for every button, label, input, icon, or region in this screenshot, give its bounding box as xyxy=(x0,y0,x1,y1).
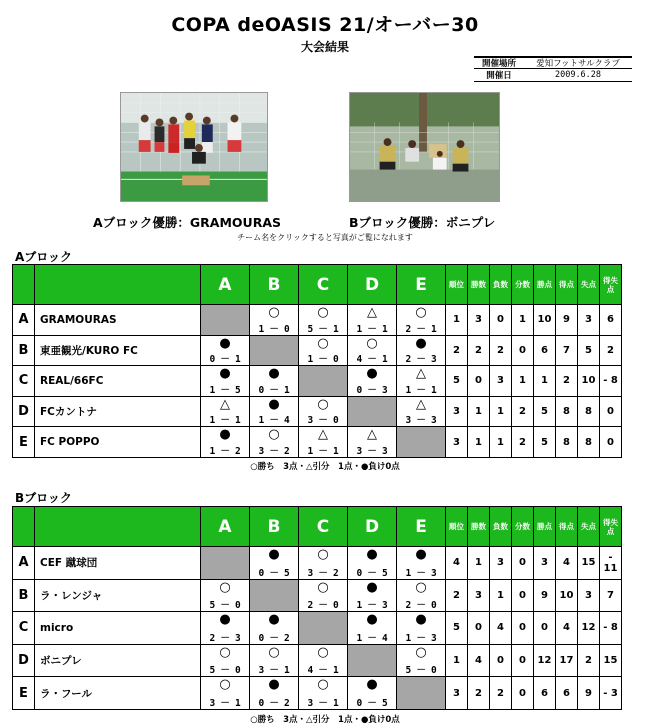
row-letter: E xyxy=(13,677,35,710)
result-symbol: △ xyxy=(367,305,377,320)
page-title: COPA deOASIS 21/オーバー30 xyxy=(171,14,479,36)
stat-value: 0 xyxy=(490,305,512,336)
stat-value: 12 xyxy=(578,612,600,645)
match-result-cell xyxy=(201,644,250,677)
result-symbol: ○ xyxy=(415,644,427,660)
stat-value: 2 xyxy=(468,335,490,366)
match-result-cell xyxy=(250,427,299,458)
stat-value: 1 xyxy=(446,644,468,677)
venue-label: 開催場所 xyxy=(481,59,516,69)
stat-value: 3 xyxy=(490,366,512,397)
stat-value: - 11 xyxy=(600,547,622,580)
match-score: 1 － 4 xyxy=(356,632,388,644)
stat-header: 得失点 xyxy=(600,265,622,305)
result-symbol: ○ xyxy=(317,335,329,351)
result-symbol: ○ xyxy=(317,396,329,412)
stat-value: 4 xyxy=(490,612,512,645)
stat-value: 3 xyxy=(490,547,512,580)
stat-value: 0 xyxy=(600,427,622,458)
self-match-cell xyxy=(348,396,397,427)
stat-value: 2 xyxy=(490,677,512,710)
stat-value: 9 xyxy=(534,579,556,612)
match-result-cell xyxy=(397,305,446,336)
row-letter: D xyxy=(13,644,35,677)
match-score: 0 － 1 xyxy=(258,384,290,396)
table-row xyxy=(13,677,622,710)
result-symbol: ○ xyxy=(415,305,427,320)
column-header-d: D xyxy=(348,507,397,547)
result-symbol: ● xyxy=(268,547,280,562)
match-result-cell xyxy=(397,396,446,427)
stat-value: 7 xyxy=(600,579,622,612)
column-header-d: D xyxy=(348,265,397,305)
stat-value: 0 xyxy=(468,366,490,397)
stat-value: 1 xyxy=(512,305,534,336)
match-result-cell xyxy=(201,612,250,645)
self-match-cell xyxy=(201,305,250,336)
stat-value: 6 xyxy=(600,305,622,336)
self-match-cell xyxy=(201,547,250,580)
match-score: 3 － 3 xyxy=(405,415,437,427)
result-symbol: ○ xyxy=(317,547,329,562)
table-row xyxy=(13,427,622,458)
table-row xyxy=(13,579,622,612)
row-letter: B xyxy=(13,335,35,366)
match-result-cell xyxy=(299,677,348,710)
match-result-cell xyxy=(250,547,299,580)
stat-header: 得点 xyxy=(556,265,578,305)
stat-value: 5 xyxy=(534,396,556,427)
result-symbol: ● xyxy=(219,335,231,351)
match-score: 0 － 5 xyxy=(356,567,388,579)
stat-value: 0 xyxy=(512,612,534,645)
stat-value: 6 xyxy=(534,677,556,710)
block-a-label: Aブロック xyxy=(15,250,73,264)
stat-value: 3 xyxy=(578,305,600,336)
stat-value: 12 xyxy=(534,644,556,677)
team-name-link[interactable]: ラ・フール xyxy=(35,677,201,710)
match-score: 1 － 3 xyxy=(356,600,388,612)
header-team-column xyxy=(35,507,201,547)
stat-value: 8 xyxy=(556,427,578,458)
match-result-cell xyxy=(201,366,250,397)
match-result-cell xyxy=(299,579,348,612)
match-score: 1 － 0 xyxy=(307,354,339,366)
table-row xyxy=(13,644,622,677)
winner-block-a: Aブロック優勝：GRAMOURAS xyxy=(93,215,282,230)
match-result-cell xyxy=(348,305,397,336)
match-score: 5 － 0 xyxy=(209,600,241,612)
stat-value: 9 xyxy=(578,677,600,710)
column-header-b: B xyxy=(250,265,299,305)
match-score: 5 － 0 xyxy=(405,665,437,677)
match-result-cell xyxy=(348,427,397,458)
match-result-cell xyxy=(348,677,397,710)
stat-value: - 8 xyxy=(600,612,622,645)
match-score: 1 － 5 xyxy=(209,384,241,396)
stat-value: 1 xyxy=(490,579,512,612)
match-result-cell xyxy=(397,612,446,645)
stat-value: 0 xyxy=(512,579,534,612)
stat-value: 0 xyxy=(512,644,534,677)
stat-value: 4 xyxy=(446,547,468,580)
stat-value: 8 xyxy=(556,396,578,427)
result-symbol: ● xyxy=(366,579,378,595)
result-symbol: △ xyxy=(220,396,230,412)
stat-value: 2 xyxy=(600,335,622,366)
stat-value: 10 xyxy=(534,305,556,336)
match-score: 2 － 0 xyxy=(307,600,339,612)
match-result-cell xyxy=(397,644,446,677)
match-result-cell xyxy=(201,579,250,612)
stat-value: 2 xyxy=(512,427,534,458)
block-b-label: Bブロック xyxy=(15,491,72,505)
stat-value: - 3 xyxy=(600,677,622,710)
stat-header: 順位 xyxy=(446,507,468,547)
row-letter: D xyxy=(13,396,35,427)
self-match-cell xyxy=(250,579,299,612)
stat-value: 17 xyxy=(556,644,578,677)
stat-value: 5 xyxy=(534,427,556,458)
result-symbol: ● xyxy=(415,547,427,562)
column-header-a: A xyxy=(201,507,250,547)
team-name-link[interactable]: CEF 蹴球団 xyxy=(35,547,201,580)
row-letter: A xyxy=(13,305,35,336)
result-symbol: ○ xyxy=(219,579,231,595)
self-match-cell xyxy=(299,612,348,645)
stat-value: 6 xyxy=(534,335,556,366)
match-score: 0 － 1 xyxy=(209,354,241,366)
stat-value: 3 xyxy=(446,677,468,710)
header-corner xyxy=(13,265,35,305)
match-score: 2 － 3 xyxy=(209,632,241,644)
stat-value: 2 xyxy=(556,366,578,397)
match-score: 3 － 3 xyxy=(356,445,388,457)
result-symbol: △ xyxy=(416,396,426,412)
row-letter: B xyxy=(13,579,35,612)
result-symbol: △ xyxy=(416,366,426,382)
stat-value: 0 xyxy=(534,612,556,645)
stat-value: 3 xyxy=(446,396,468,427)
page-subtitle: 大会結果 xyxy=(300,40,349,54)
match-result-cell xyxy=(348,547,397,580)
result-symbol: ○ xyxy=(366,335,378,351)
stat-value: 0 xyxy=(512,547,534,580)
stat-value: 7 xyxy=(556,335,578,366)
stat-value: 0 xyxy=(512,335,534,366)
result-symbol: ● xyxy=(219,366,231,382)
match-result-cell xyxy=(397,547,446,580)
match-result-cell xyxy=(348,579,397,612)
match-score: 2 － 3 xyxy=(405,354,437,366)
stat-value: 5 xyxy=(446,612,468,645)
date-value: 2009.6.28 xyxy=(554,70,602,80)
match-score: 1 － 1 xyxy=(356,323,388,335)
header-team-column xyxy=(35,265,201,305)
match-score: 0 － 2 xyxy=(258,697,290,709)
match-score: 0 － 5 xyxy=(356,697,388,709)
stat-value: 1 xyxy=(534,366,556,397)
result-symbol: ○ xyxy=(268,427,280,443)
stat-value: 3 xyxy=(534,547,556,580)
stat-header: 分数 xyxy=(512,265,534,305)
match-result-cell xyxy=(250,644,299,677)
stat-value: 4 xyxy=(556,547,578,580)
column-header-e: E xyxy=(397,265,446,305)
match-score: 3 － 2 xyxy=(258,445,290,457)
column-header-e: E xyxy=(397,507,446,547)
match-score: 2 － 0 xyxy=(405,600,437,612)
match-score: 1 － 0 xyxy=(258,323,290,335)
column-header-b: B xyxy=(250,507,299,547)
result-symbol: ○ xyxy=(268,305,280,320)
match-score: 0 － 5 xyxy=(258,567,290,579)
stat-value: 15 xyxy=(600,644,622,677)
stat-header: 順位 xyxy=(446,265,468,305)
match-result-cell xyxy=(250,396,299,427)
stat-value: 8 xyxy=(578,396,600,427)
match-result-cell xyxy=(250,366,299,397)
stat-value: 3 xyxy=(578,579,600,612)
match-score: 3 － 2 xyxy=(307,567,339,579)
result-symbol: ○ xyxy=(415,579,427,595)
match-score: 1 － 1 xyxy=(209,415,241,427)
stat-header: 勝数 xyxy=(468,265,490,305)
self-match-cell xyxy=(397,677,446,710)
stat-header: 失点 xyxy=(578,507,600,547)
team-name-link[interactable]: REAL/66FC xyxy=(35,366,201,397)
match-score: 0 － 3 xyxy=(356,384,388,396)
result-symbol: ● xyxy=(268,396,280,412)
team-name-link[interactable]: ラ・レンジャ xyxy=(35,579,201,612)
result-symbol: ○ xyxy=(268,644,280,660)
stat-value: 10 xyxy=(556,579,578,612)
stat-value: 6 xyxy=(556,677,578,710)
match-score: 1 － 2 xyxy=(209,445,241,457)
stat-value: 3 xyxy=(468,579,490,612)
stat-value: 1 xyxy=(468,396,490,427)
self-match-cell xyxy=(348,644,397,677)
table-row xyxy=(13,335,622,366)
stat-value: 0 xyxy=(490,644,512,677)
stat-value: 0 xyxy=(468,612,490,645)
match-score: 1 － 4 xyxy=(258,415,290,427)
match-score: 4 － 1 xyxy=(356,354,388,366)
match-result-cell xyxy=(250,612,299,645)
table-row xyxy=(13,612,622,645)
result-symbol: △ xyxy=(318,427,328,443)
result-symbol: ● xyxy=(415,612,427,628)
stat-header: 分数 xyxy=(512,507,534,547)
match-result-cell xyxy=(397,366,446,397)
result-symbol: ● xyxy=(268,366,280,382)
team-photo-block-a[interactable] xyxy=(120,92,268,202)
team-name-link[interactable]: micro xyxy=(35,612,201,645)
column-header-a: A xyxy=(201,265,250,305)
match-score: 1 － 1 xyxy=(405,384,437,396)
match-result-cell xyxy=(397,579,446,612)
match-score: 0 － 2 xyxy=(258,632,290,644)
row-letter: C xyxy=(13,612,35,645)
stat-value: 1 xyxy=(490,396,512,427)
stat-value: 2 xyxy=(446,335,468,366)
stat-value: 15 xyxy=(578,547,600,580)
match-result-cell xyxy=(201,427,250,458)
stat-value: 5 xyxy=(578,335,600,366)
stat-value: 2 xyxy=(446,579,468,612)
match-score: 3 － 0 xyxy=(307,415,339,427)
stat-header: 勝数 xyxy=(468,507,490,547)
match-score: 1 － 1 xyxy=(307,445,339,457)
stat-header: 負数 xyxy=(490,507,512,547)
block-b-legend: ○勝ち 3点・△引分 1点・●負け0点 xyxy=(250,715,400,725)
match-result-cell xyxy=(201,335,250,366)
self-match-cell xyxy=(299,366,348,397)
stat-value: 2 xyxy=(578,644,600,677)
match-score: 4 － 1 xyxy=(307,665,339,677)
team-name-link[interactable]: ボニプレ xyxy=(35,644,201,677)
match-score: 1 － 3 xyxy=(405,632,437,644)
stat-value: 1 xyxy=(468,427,490,458)
stat-header: 負数 xyxy=(490,265,512,305)
result-symbol: ○ xyxy=(317,644,329,660)
stat-header: 得点 xyxy=(556,507,578,547)
match-result-cell xyxy=(397,335,446,366)
column-header-c: C xyxy=(299,265,348,305)
stat-value: 5 xyxy=(446,366,468,397)
match-result-cell xyxy=(250,677,299,710)
stat-value: 9 xyxy=(556,305,578,336)
result-symbol: ○ xyxy=(317,677,329,693)
block-a-table xyxy=(12,264,622,458)
result-symbol: ● xyxy=(219,612,231,628)
match-result-cell xyxy=(299,305,348,336)
team-name-link[interactable]: FCカントナ xyxy=(35,396,201,427)
match-score: 3 － 1 xyxy=(258,665,290,677)
result-symbol: ○ xyxy=(219,677,231,693)
match-result-cell xyxy=(299,644,348,677)
team-photo-b-image xyxy=(350,93,499,201)
table-row xyxy=(13,547,622,580)
result-symbol: ● xyxy=(366,612,378,628)
match-score: 1 － 3 xyxy=(405,567,437,579)
match-score: 5 － 1 xyxy=(307,323,339,335)
match-score: 3 － 1 xyxy=(209,697,241,709)
match-result-cell xyxy=(299,547,348,580)
result-symbol: ● xyxy=(219,427,231,443)
match-result-cell xyxy=(299,335,348,366)
stat-value: 2 xyxy=(512,396,534,427)
date-row xyxy=(474,69,632,82)
match-result-cell xyxy=(348,366,397,397)
result-symbol: ● xyxy=(366,677,378,693)
stat-value: 1 xyxy=(468,547,490,580)
photo-note: チーム名をクリックすると写真がご覧になれます xyxy=(237,233,413,242)
team-name-link[interactable]: 東亜観光/KURO FC xyxy=(35,335,201,366)
team-photo-block-b[interactable] xyxy=(349,92,500,202)
match-score: 3 － 1 xyxy=(307,697,339,709)
header-corner xyxy=(13,507,35,547)
table-row xyxy=(13,366,622,397)
result-symbol: ● xyxy=(366,547,378,562)
row-letter: A xyxy=(13,547,35,580)
self-match-cell xyxy=(250,335,299,366)
row-letter: C xyxy=(13,366,35,397)
stat-value: 3 xyxy=(446,427,468,458)
table-row xyxy=(13,305,622,336)
stat-value: 1 xyxy=(446,305,468,336)
result-symbol: ● xyxy=(415,335,427,351)
result-symbol: ● xyxy=(366,366,378,382)
table-row xyxy=(13,396,622,427)
result-symbol: ○ xyxy=(317,305,329,320)
match-score: 2 － 1 xyxy=(405,323,437,335)
venue-value: 愛知フットサルクラブ xyxy=(536,59,620,69)
match-result-cell xyxy=(299,427,348,458)
team-photo-a-image xyxy=(121,93,267,201)
match-result-cell xyxy=(250,305,299,336)
stat-value: - 8 xyxy=(600,366,622,397)
stat-value: 4 xyxy=(556,612,578,645)
match-score: 5 － 0 xyxy=(209,665,241,677)
event-info xyxy=(474,56,632,82)
match-result-cell xyxy=(201,396,250,427)
self-match-cell xyxy=(397,427,446,458)
stat-value: 2 xyxy=(490,335,512,366)
stat-value: 2 xyxy=(468,677,490,710)
team-name-link[interactable]: GRAMOURAS xyxy=(35,305,201,336)
match-result-cell xyxy=(299,396,348,427)
stat-value: 1 xyxy=(490,427,512,458)
stat-header: 勝点 xyxy=(534,507,556,547)
team-name-link[interactable]: FC POPPO xyxy=(35,427,201,458)
row-letter: E xyxy=(13,427,35,458)
result-symbol: ○ xyxy=(219,644,231,660)
stat-value: 10 xyxy=(578,366,600,397)
stat-value: 4 xyxy=(468,644,490,677)
column-header-c: C xyxy=(299,507,348,547)
result-symbol: ● xyxy=(268,677,280,693)
stat-value: 8 xyxy=(578,427,600,458)
block-a-legend: ○勝ち 3点・△引分 1点・●負け0点 xyxy=(250,462,400,472)
result-symbol: ○ xyxy=(317,579,329,595)
stat-header: 勝点 xyxy=(534,265,556,305)
winner-block-b: Bブロック優勝：ボニプレ xyxy=(349,215,496,230)
result-symbol: ● xyxy=(268,612,280,628)
date-label: 開催日 xyxy=(486,71,512,81)
result-symbol: △ xyxy=(367,427,377,443)
stat-value: 3 xyxy=(468,305,490,336)
stat-value: 0 xyxy=(600,396,622,427)
match-result-cell xyxy=(348,335,397,366)
block-b-table xyxy=(12,506,622,710)
stat-value: 1 xyxy=(512,366,534,397)
stat-value: 0 xyxy=(512,677,534,710)
stat-header: 失点 xyxy=(578,265,600,305)
match-result-cell xyxy=(201,677,250,710)
match-result-cell xyxy=(348,612,397,645)
stat-header: 得失点 xyxy=(600,507,622,547)
venue-row xyxy=(474,56,632,69)
